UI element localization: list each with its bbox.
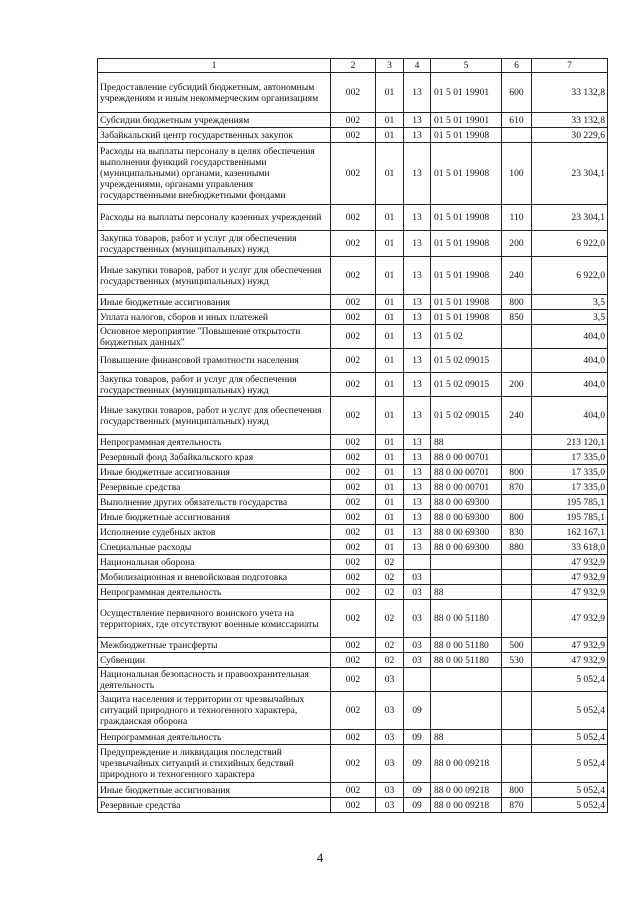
- cell-vr: 600: [502, 73, 532, 113]
- cell-sum: 17 335,0: [532, 465, 608, 480]
- cell-sum: 47 932,9: [532, 570, 608, 585]
- cell-rz: 01: [376, 113, 404, 128]
- header-cell-sum: 7: [532, 59, 608, 73]
- cell-gr: 002: [331, 128, 376, 143]
- cell-csr: [431, 692, 502, 730]
- cell-pr: 03: [404, 653, 431, 668]
- table-row: [98, 783, 608, 798]
- cell-sum: 17 335,0: [532, 480, 608, 495]
- cell-pr: 13: [404, 450, 431, 465]
- cell-vr: 110: [502, 205, 532, 231]
- cell-csr: 01 5 01 19901: [431, 73, 502, 113]
- table-row: [98, 73, 608, 113]
- cell-sum: 23 304,1: [532, 143, 608, 205]
- cell-sum: 162 167,1: [532, 525, 608, 540]
- cell-sum: 5 052,4: [532, 692, 608, 730]
- cell-pr: [404, 668, 431, 692]
- cell-description: Иные закупки товаров, работ и услуг для обеспечения государственных (муниципальных) нужд: [98, 397, 331, 435]
- cell-csr: 88: [431, 730, 502, 745]
- cell-rz: 01: [376, 325, 404, 349]
- table-row: [98, 745, 608, 783]
- cell-pr: 09: [404, 745, 431, 783]
- cell-rz: 01: [376, 373, 404, 397]
- cell-rz: 02: [376, 570, 404, 585]
- cell-csr: 88 0 00 09218: [431, 783, 502, 798]
- cell-csr: 01 5 02 09015: [431, 349, 502, 373]
- table-row: [98, 205, 608, 231]
- cell-sum: 3,5: [532, 295, 608, 310]
- cell-gr: 002: [331, 325, 376, 349]
- cell-gr: 002: [331, 570, 376, 585]
- cell-gr: 002: [331, 295, 376, 310]
- table-row: [98, 435, 608, 450]
- table-body: [98, 73, 608, 813]
- cell-rz: 01: [376, 435, 404, 450]
- table-row: [98, 555, 608, 570]
- table-row: [98, 295, 608, 310]
- cell-vr: 870: [502, 798, 532, 813]
- cell-csr: 88 0 00 69300: [431, 495, 502, 510]
- cell-vr: [502, 600, 532, 638]
- cell-pr: 13: [404, 480, 431, 495]
- cell-sum: 5 052,4: [532, 745, 608, 783]
- cell-pr: 13: [404, 325, 431, 349]
- cell-vr: [502, 745, 532, 783]
- cell-gr: 002: [331, 555, 376, 570]
- table-row: [98, 495, 608, 510]
- cell-sum: 33 132,8: [532, 73, 608, 113]
- cell-rz: 01: [376, 397, 404, 435]
- cell-vr: 610: [502, 113, 532, 128]
- cell-description: Национальная оборона: [98, 555, 331, 570]
- cell-pr: [404, 555, 431, 570]
- cell-gr: 002: [331, 540, 376, 555]
- cell-description: Забайкальский центр государственных закупок: [98, 128, 331, 143]
- cell-sum: 33 618,0: [532, 540, 608, 555]
- cell-csr: 88 0 00 69300: [431, 525, 502, 540]
- cell-vr: [502, 570, 532, 585]
- cell-description: Иные бюджетные ассигнования: [98, 510, 331, 525]
- cell-sum: 47 932,9: [532, 653, 608, 668]
- cell-description: Непрограммная деятельность: [98, 585, 331, 600]
- cell-rz: 03: [376, 730, 404, 745]
- cell-sum: 404,0: [532, 349, 608, 373]
- cell-rz: 01: [376, 525, 404, 540]
- table-row: [98, 373, 608, 397]
- cell-csr: 01 5 02: [431, 325, 502, 349]
- cell-pr: 13: [404, 510, 431, 525]
- table-row: [98, 600, 608, 638]
- cell-csr: 01 5 01 19908: [431, 143, 502, 205]
- cell-vr: 240: [502, 397, 532, 435]
- cell-vr: 800: [502, 465, 532, 480]
- cell-csr: 88 0 00 09218: [431, 798, 502, 813]
- cell-vr: 880: [502, 540, 532, 555]
- cell-pr: 03: [404, 638, 431, 653]
- cell-vr: 240: [502, 257, 532, 295]
- cell-pr: 13: [404, 113, 431, 128]
- cell-sum: 5 052,4: [532, 668, 608, 692]
- cell-gr: 002: [331, 450, 376, 465]
- cell-vr: [502, 128, 532, 143]
- cell-gr: 002: [331, 113, 376, 128]
- cell-rz: 01: [376, 465, 404, 480]
- table-row: [98, 113, 608, 128]
- cell-description: Закупка товаров, работ и услуг для обеспечения государственных (муниципальных) нужд: [98, 231, 331, 257]
- cell-csr: 88 0 00 51180: [431, 600, 502, 638]
- cell-pr: 09: [404, 783, 431, 798]
- cell-pr: 13: [404, 205, 431, 231]
- cell-gr: 002: [331, 653, 376, 668]
- cell-description: Расходы на выплаты персоналу казенных учреждений: [98, 205, 331, 231]
- cell-pr: 03: [404, 585, 431, 600]
- cell-sum: 6 922,0: [532, 257, 608, 295]
- cell-sum: 213 120,1: [532, 435, 608, 450]
- cell-rz: 02: [376, 653, 404, 668]
- header-cell-csr: 5: [431, 59, 502, 73]
- cell-rz: 01: [376, 128, 404, 143]
- cell-gr: 002: [331, 495, 376, 510]
- cell-rz: 01: [376, 257, 404, 295]
- cell-gr: 002: [331, 480, 376, 495]
- cell-rz: 01: [376, 231, 404, 257]
- cell-csr: 88 0 00 00701: [431, 450, 502, 465]
- cell-vr: 850: [502, 310, 532, 325]
- cell-gr: 002: [331, 745, 376, 783]
- cell-description: Непрограммная деятельность: [98, 435, 331, 450]
- cell-rz: 01: [376, 540, 404, 555]
- page-number: 4: [316, 850, 324, 865]
- cell-vr: 870: [502, 480, 532, 495]
- cell-pr: 13: [404, 231, 431, 257]
- cell-gr: 002: [331, 397, 376, 435]
- cell-description: Иные бюджетные ассигнования: [98, 295, 331, 310]
- cell-vr: 100: [502, 143, 532, 205]
- cell-pr: 13: [404, 295, 431, 310]
- cell-gr: 002: [331, 783, 376, 798]
- cell-csr: [431, 668, 502, 692]
- cell-sum: 47 932,9: [532, 555, 608, 570]
- cell-gr: 002: [331, 692, 376, 730]
- cell-sum: 33 132,8: [532, 113, 608, 128]
- table-row: [98, 325, 608, 349]
- cell-description: Непрограммная деятельность: [98, 730, 331, 745]
- cell-pr: 13: [404, 257, 431, 295]
- cell-rz: 02: [376, 555, 404, 570]
- cell-gr: 002: [331, 465, 376, 480]
- cell-csr: [431, 555, 502, 570]
- cell-csr: 88: [431, 585, 502, 600]
- cell-rz: 01: [376, 510, 404, 525]
- cell-description: Субсидии бюджетным учреждениям: [98, 113, 331, 128]
- table-row: [98, 465, 608, 480]
- cell-gr: 002: [331, 798, 376, 813]
- cell-gr: 002: [331, 600, 376, 638]
- cell-gr: 002: [331, 349, 376, 373]
- cell-sum: 47 932,9: [532, 638, 608, 653]
- cell-csr: 88 0 00 00701: [431, 480, 502, 495]
- cell-csr: 01 5 01 19908: [431, 257, 502, 295]
- cell-description: Национальная безопасность и правоохранительная деятельность: [98, 668, 331, 692]
- cell-pr: 09: [404, 798, 431, 813]
- table-row: [98, 525, 608, 540]
- cell-description: Уплата налогов, сборов и иных платежей: [98, 310, 331, 325]
- cell-gr: 002: [331, 373, 376, 397]
- cell-vr: [502, 325, 532, 349]
- cell-csr: 01 5 02 09015: [431, 397, 502, 435]
- cell-vr: [502, 555, 532, 570]
- cell-csr: 01 5 01 19901: [431, 113, 502, 128]
- cell-gr: 002: [331, 525, 376, 540]
- table-row: [98, 510, 608, 525]
- cell-rz: 02: [376, 638, 404, 653]
- cell-sum: 6 922,0: [532, 231, 608, 257]
- cell-sum: 195 785,1: [532, 495, 608, 510]
- cell-pr: 13: [404, 525, 431, 540]
- cell-sum: 47 932,9: [532, 600, 608, 638]
- cell-csr: 88 0 00 51180: [431, 653, 502, 668]
- table-row: [98, 450, 608, 465]
- cell-pr: 03: [404, 570, 431, 585]
- header-row: [98, 59, 608, 73]
- cell-sum: 404,0: [532, 325, 608, 349]
- cell-rz: 01: [376, 73, 404, 113]
- cell-csr: 01 5 01 19908: [431, 295, 502, 310]
- cell-vr: 200: [502, 231, 532, 257]
- cell-gr: 002: [331, 435, 376, 450]
- cell-csr: 88 0 00 09218: [431, 745, 502, 783]
- cell-pr: 13: [404, 349, 431, 373]
- cell-gr: 002: [331, 73, 376, 113]
- cell-rz: 01: [376, 495, 404, 510]
- cell-pr: 13: [404, 143, 431, 205]
- table-row: [98, 257, 608, 295]
- cell-pr: 13: [404, 128, 431, 143]
- cell-sum: 3,5: [532, 310, 608, 325]
- cell-description: Резервные средства: [98, 480, 331, 495]
- table-row: [98, 540, 608, 555]
- cell-vr: 830: [502, 525, 532, 540]
- cell-pr: 13: [404, 310, 431, 325]
- cell-description: Расходы на выплаты персоналу в целях обеспечения выполнения функций государственными (муниципальными) органами, казенными учреждениями, органами управления государственными внебюджетными фондами: [98, 143, 331, 205]
- cell-vr: [502, 730, 532, 745]
- cell-pr: 13: [404, 465, 431, 480]
- cell-sum: 17 335,0: [532, 450, 608, 465]
- cell-vr: [502, 692, 532, 730]
- table-row: [98, 397, 608, 435]
- table-row: [98, 143, 608, 205]
- cell-pr: 09: [404, 730, 431, 745]
- cell-pr: 13: [404, 540, 431, 555]
- cell-pr: 03: [404, 600, 431, 638]
- cell-csr: 88 0 00 69300: [431, 540, 502, 555]
- cell-description: Повышение финансовой грамотности населения: [98, 349, 331, 373]
- cell-gr: 002: [331, 143, 376, 205]
- cell-vr: [502, 495, 532, 510]
- cell-rz: 03: [376, 668, 404, 692]
- cell-description: Межбюджетные трансферты: [98, 638, 331, 653]
- table-row: [98, 798, 608, 813]
- table-row: [98, 638, 608, 653]
- cell-gr: 002: [331, 638, 376, 653]
- cell-csr: 88 0 00 00701: [431, 465, 502, 480]
- cell-vr: [502, 585, 532, 600]
- cell-csr: 01 5 01 19908: [431, 205, 502, 231]
- cell-sum: 5 052,4: [532, 783, 608, 798]
- cell-gr: 002: [331, 257, 376, 295]
- table-row: [98, 349, 608, 373]
- cell-sum: 30 229,6: [532, 128, 608, 143]
- header-cell-rz: 3: [376, 59, 404, 73]
- cell-description: Иные закупки товаров, работ и услуг для обеспечения государственных (муниципальных) нужд: [98, 257, 331, 295]
- cell-rz: 01: [376, 480, 404, 495]
- cell-rz: 01: [376, 143, 404, 205]
- cell-vr: 530: [502, 653, 532, 668]
- cell-sum: 5 052,4: [532, 798, 608, 813]
- cell-vr: [502, 450, 532, 465]
- cell-sum: 195 785,1: [532, 510, 608, 525]
- cell-description: Резервный фонд Забайкальского края: [98, 450, 331, 465]
- cell-sum: 404,0: [532, 373, 608, 397]
- table-row: [98, 231, 608, 257]
- cell-pr: 13: [404, 495, 431, 510]
- table-row: [98, 585, 608, 600]
- cell-description: Закупка товаров, работ и услуг для обеспечения государственных (муниципальных) нужд: [98, 373, 331, 397]
- table-row: [98, 730, 608, 745]
- cell-rz: 02: [376, 600, 404, 638]
- header-cell-pr: 4: [404, 59, 431, 73]
- cell-rz: 03: [376, 692, 404, 730]
- cell-vr: 800: [502, 783, 532, 798]
- cell-description: Резервные средства: [98, 798, 331, 813]
- cell-gr: 002: [331, 205, 376, 231]
- cell-description: Специальные расходы: [98, 540, 331, 555]
- cell-gr: 002: [331, 510, 376, 525]
- cell-gr: 002: [331, 310, 376, 325]
- cell-vr: 500: [502, 638, 532, 653]
- cell-csr: 88 0 00 69300: [431, 510, 502, 525]
- cell-description: Исполнение судебных актов: [98, 525, 331, 540]
- cell-sum: 5 052,4: [532, 730, 608, 745]
- cell-sum: 23 304,1: [532, 205, 608, 231]
- cell-vr: [502, 349, 532, 373]
- cell-rz: 03: [376, 783, 404, 798]
- cell-pr: 13: [404, 373, 431, 397]
- cell-description: Иные бюджетные ассигнования: [98, 783, 331, 798]
- cell-pr: 13: [404, 397, 431, 435]
- cell-gr: 002: [331, 668, 376, 692]
- table-row: [98, 480, 608, 495]
- budget-table: [97, 58, 608, 813]
- table-row: [98, 310, 608, 325]
- cell-csr: [431, 570, 502, 585]
- cell-vr: [502, 435, 532, 450]
- cell-description: Предупреждение и ликвидация последствий чрезвычайных ситуаций и стихийных бедствий природного и техногенного характера: [98, 745, 331, 783]
- cell-gr: 002: [331, 231, 376, 257]
- cell-vr: 200: [502, 373, 532, 397]
- cell-sum: 404,0: [532, 397, 608, 435]
- cell-description: Иные бюджетные ассигнования: [98, 465, 331, 480]
- cell-rz: 01: [376, 349, 404, 373]
- cell-description: Предоставление субсидий бюджетным, автономным учреждениям и иным некоммерческим организациям: [98, 73, 331, 113]
- cell-description: Защита населения и территории от чрезвычайных ситуаций природного и техногенного характера, гражданская оборона: [98, 692, 331, 730]
- table-row: [98, 653, 608, 668]
- cell-rz: 03: [376, 798, 404, 813]
- cell-sum: 47 932,9: [532, 585, 608, 600]
- cell-description: Мобилизационная и вневойсковая подготовка: [98, 570, 331, 585]
- cell-gr: 002: [331, 730, 376, 745]
- cell-vr: 800: [502, 295, 532, 310]
- cell-gr: 002: [331, 585, 376, 600]
- cell-rz: 01: [376, 310, 404, 325]
- header-cell-gr: 2: [331, 59, 376, 73]
- cell-pr: 13: [404, 435, 431, 450]
- cell-rz: 01: [376, 205, 404, 231]
- cell-vr: [502, 668, 532, 692]
- cell-csr: 01 5 02 09015: [431, 373, 502, 397]
- table-row: [98, 128, 608, 143]
- cell-vr: 800: [502, 510, 532, 525]
- header-cell-vr: 6: [502, 59, 532, 73]
- cell-csr: 01 5 01 19908: [431, 128, 502, 143]
- cell-rz: 01: [376, 450, 404, 465]
- cell-csr: 01 5 01 19908: [431, 231, 502, 257]
- cell-rz: 02: [376, 585, 404, 600]
- header-cell-description: 1: [98, 59, 331, 73]
- table-row: [98, 692, 608, 730]
- cell-csr: 88 0 00 51180: [431, 638, 502, 653]
- table-row: [98, 570, 608, 585]
- cell-description: Осуществление первичного воинского учета на территориях, где отсутствуют военные комиссариаты: [98, 600, 331, 638]
- cell-csr: 88: [431, 435, 502, 450]
- cell-description: Основное мероприятие "Повышение открытости бюджетных данных": [98, 325, 331, 349]
- cell-description: Субвенции: [98, 653, 331, 668]
- cell-rz: 01: [376, 295, 404, 310]
- cell-rz: 03: [376, 745, 404, 783]
- cell-pr: 09: [404, 692, 431, 730]
- table-row: [98, 668, 608, 692]
- cell-csr: 01 5 01 19908: [431, 310, 502, 325]
- cell-pr: 13: [404, 73, 431, 113]
- cell-description: Выполнение других обязательств государства: [98, 495, 331, 510]
